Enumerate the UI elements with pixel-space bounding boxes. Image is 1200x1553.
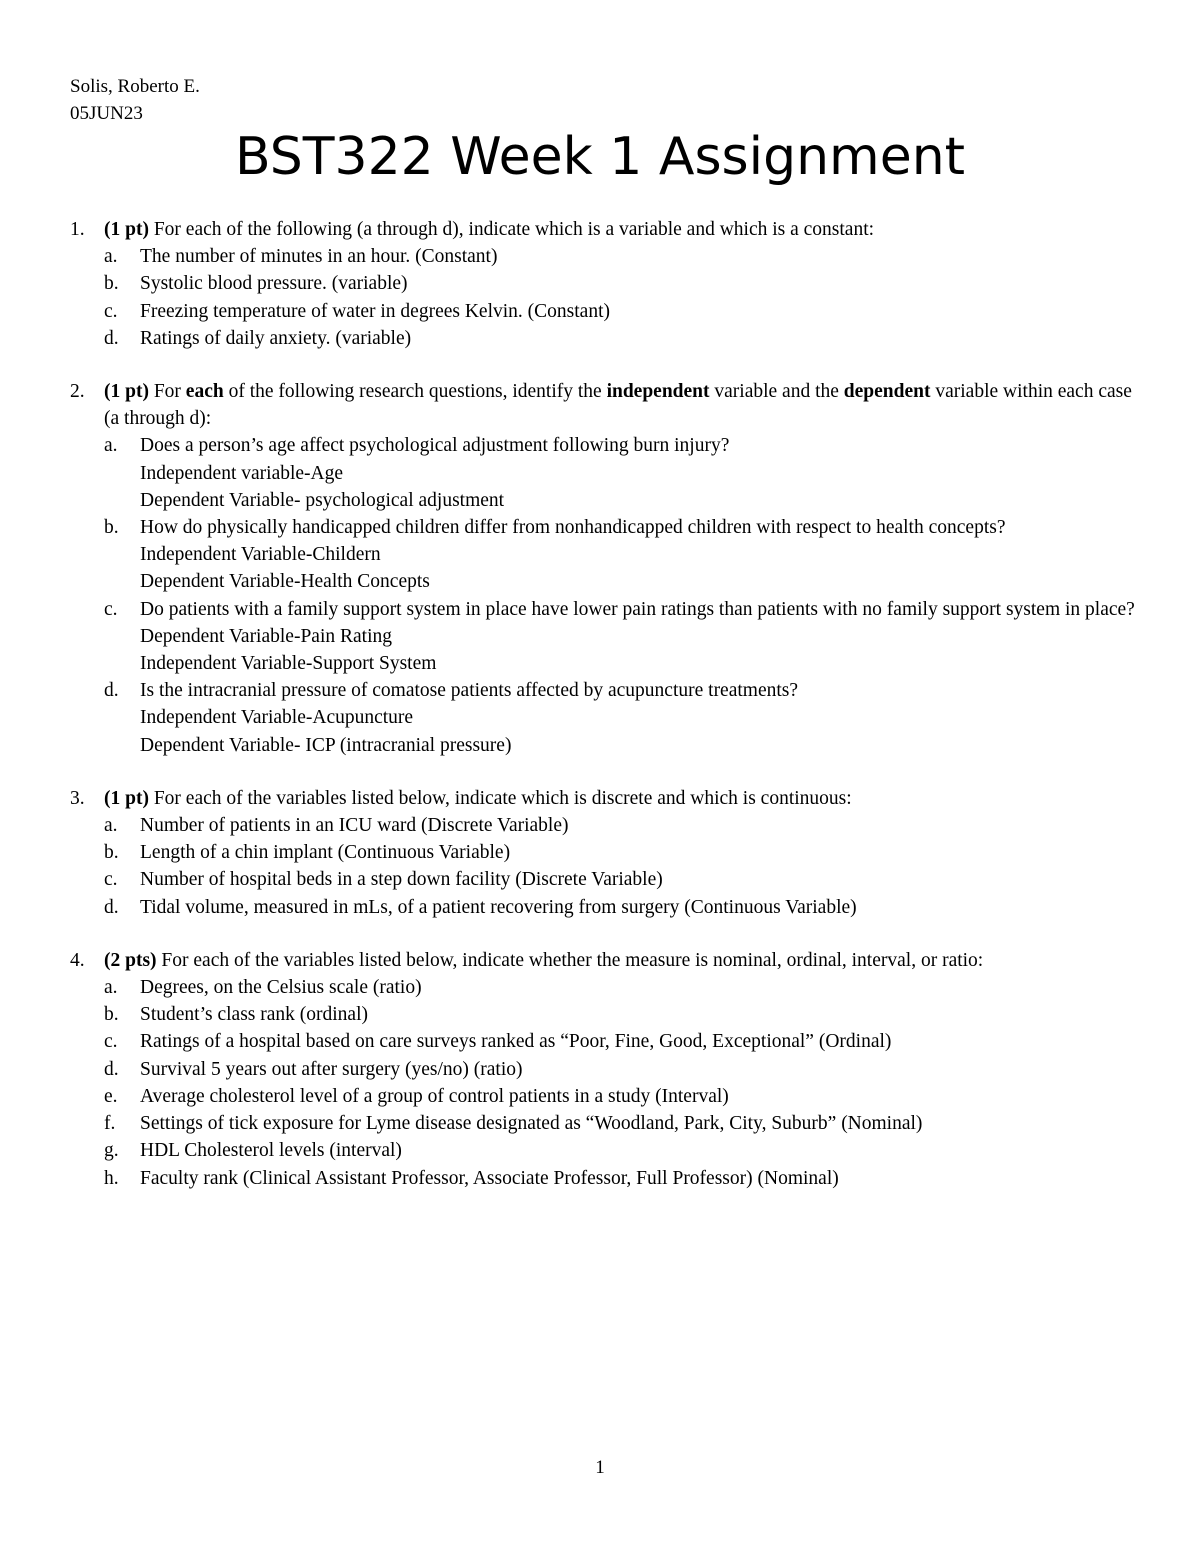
item-text: Student’s class rank (ordinal) <box>140 1004 368 1026</box>
item-letter: a. <box>104 246 118 268</box>
list-item <box>104 1001 1140 1028</box>
item-answer: Independent variable-Age <box>140 462 344 484</box>
item-text: Average cholesterol level of a group of control patients in a study (Interval) <box>140 1085 729 1107</box>
item-answer: Independent Variable-Acupuncture <box>140 707 414 729</box>
item-letter: h. <box>104 1167 119 1189</box>
item-question: Do patients with a family support system in place have lower pain ratings than patients with no family support system in place? <box>140 598 1135 620</box>
question-text: variable within each case (a through d): <box>104 381 1132 430</box>
author-name: Solis, Roberto E. <box>70 76 200 97</box>
item-answer: Dependent Variable- ICP (intracranial pressure) <box>140 734 512 756</box>
question-4 <box>70 947 1140 1192</box>
question-points: (1 pt) <box>104 787 149 809</box>
emphasis-text: independent <box>606 381 710 403</box>
item-letter: a. <box>104 977 118 999</box>
question-text: of the following research questions, identify the <box>223 381 607 403</box>
question-3 <box>70 785 1140 921</box>
item-letter: c. <box>104 598 118 620</box>
question-prompt <box>104 947 1140 974</box>
list-item <box>104 1165 1140 1192</box>
item-letter: d. <box>104 1058 119 1080</box>
question-list <box>70 216 1140 1218</box>
item-text: Ratings of daily anxiety. (variable) <box>140 327 412 349</box>
item-question: How do physically handicapped children differ from nonhandicapped children with respect to health concepts? <box>140 517 1006 539</box>
item-letter: c. <box>104 1031 118 1053</box>
item-letter: d. <box>104 680 119 702</box>
item-text: Ratings of a hospital based on care surveys ranked as “Poor, Fine, Good, Exceptional” (Ordinal) <box>140 1031 892 1053</box>
item-text: Settings of tick exposure for Lyme disease designated as “Woodland, Park, City, Suburb” (Nominal) <box>140 1113 923 1135</box>
item-text: Degrees, on the Celsius scale (ratio) <box>140 977 422 999</box>
item-answer: Dependent Variable-Health Concepts <box>140 571 430 593</box>
item-letter: b. <box>104 1004 119 1026</box>
item-letter: c. <box>104 300 118 322</box>
list-item <box>104 1083 1140 1110</box>
emphasis-text: each <box>185 381 224 403</box>
list-item <box>104 243 1140 270</box>
question-text: For each of the variables listed below, indicate which is discrete and which is continuous: <box>148 787 852 809</box>
list-item <box>104 677 1140 759</box>
item-letter: e. <box>104 1085 118 1107</box>
question-prompt <box>104 785 1140 812</box>
item-text: Freezing temperature of water in degrees Kelvin. (Constant) <box>140 300 610 322</box>
emphasis-text: dependent <box>843 381 931 403</box>
item-text: Tidal volume, measured in mLs, of a patient recovering from surgery (Continuous Variable) <box>140 896 857 918</box>
question-prompt <box>104 378 1140 432</box>
item-question: Is the intracranial pressure of comatose patients affected by acupuncture treatments? <box>140 680 799 702</box>
item-letter: g. <box>104 1140 119 1162</box>
list-item <box>104 1028 1140 1055</box>
item-letter: b. <box>104 517 119 539</box>
item-letter: d. <box>104 327 119 349</box>
question-1 <box>70 216 1140 352</box>
item-text: HDL Cholesterol levels (interval) <box>140 1140 402 1162</box>
assignment-date: 05JUN23 <box>70 103 143 124</box>
question-text: variable and the <box>709 381 844 403</box>
item-letter: c. <box>104 869 118 891</box>
item-letter: d. <box>104 896 119 918</box>
list-item <box>104 894 1140 921</box>
list-item <box>104 866 1140 893</box>
item-answer: Independent Variable-Support System <box>140 653 437 675</box>
item-letter: f. <box>104 1113 116 1135</box>
list-item <box>104 270 1140 297</box>
question-number: 4. <box>70 949 85 971</box>
author-header <box>70 73 200 127</box>
item-text: The number of minutes in an hour. (Constant) <box>140 246 498 268</box>
item-answer: Dependent Variable-Pain Rating <box>140 625 392 647</box>
list-item <box>104 298 1140 325</box>
list-item <box>104 1137 1140 1164</box>
item-text: Faculty rank (Clinical Assistant Professor, Associate Professor, Full Professor) (Nominal) <box>140 1167 839 1189</box>
item-letter: a. <box>104 815 118 837</box>
question-2 <box>70 378 1140 759</box>
question-text: For <box>148 381 186 403</box>
question-text: For each of the variables listed below, indicate whether the measure is nominal, ordinal, interval, or ratio: <box>156 949 984 971</box>
list-item <box>104 839 1140 866</box>
item-letter: b. <box>104 273 119 295</box>
question-points: (1 pt) <box>104 219 149 240</box>
page-title: BST322 Week 1 Assignment <box>234 127 966 187</box>
item-answer: Dependent Variable- psychological adjustment <box>140 489 505 511</box>
page-number: 1 <box>595 1457 605 1478</box>
list-item <box>104 432 1140 514</box>
question-text: For each of the following (a through d), indicate which is a variable and which is a constant: <box>148 219 875 240</box>
question-prompt <box>104 216 1140 243</box>
list-item <box>104 974 1140 1001</box>
question-number: 1. <box>70 219 85 240</box>
list-item <box>104 1056 1140 1083</box>
list-item <box>104 812 1140 839</box>
question-number: 3. <box>70 787 85 809</box>
item-text: Number of hospital beds in a step down facility (Discrete Variable) <box>140 869 663 891</box>
item-text: Survival 5 years out after surgery (yes/no) (ratio) <box>140 1058 523 1080</box>
item-question: Does a person’s age affect psychological adjustment following burn injury? <box>140 435 730 457</box>
question-points: (2 pts) <box>104 949 157 971</box>
item-text: Length of a chin implant (Continuous Variable) <box>140 842 511 864</box>
list-item <box>104 325 1140 352</box>
item-letter: b. <box>104 842 119 864</box>
question-points: (1 pt) <box>104 381 149 403</box>
item-answer: Independent Variable-Childern <box>140 544 381 566</box>
item-letter: a. <box>104 435 118 457</box>
item-text: Systolic blood pressure. (variable) <box>140 273 408 295</box>
list-item <box>104 596 1140 678</box>
list-item <box>104 1110 1140 1137</box>
item-text: Number of patients in an ICU ward (Discrete Variable) <box>140 815 569 837</box>
question-number: 2. <box>70 381 85 403</box>
list-item <box>104 514 1140 596</box>
